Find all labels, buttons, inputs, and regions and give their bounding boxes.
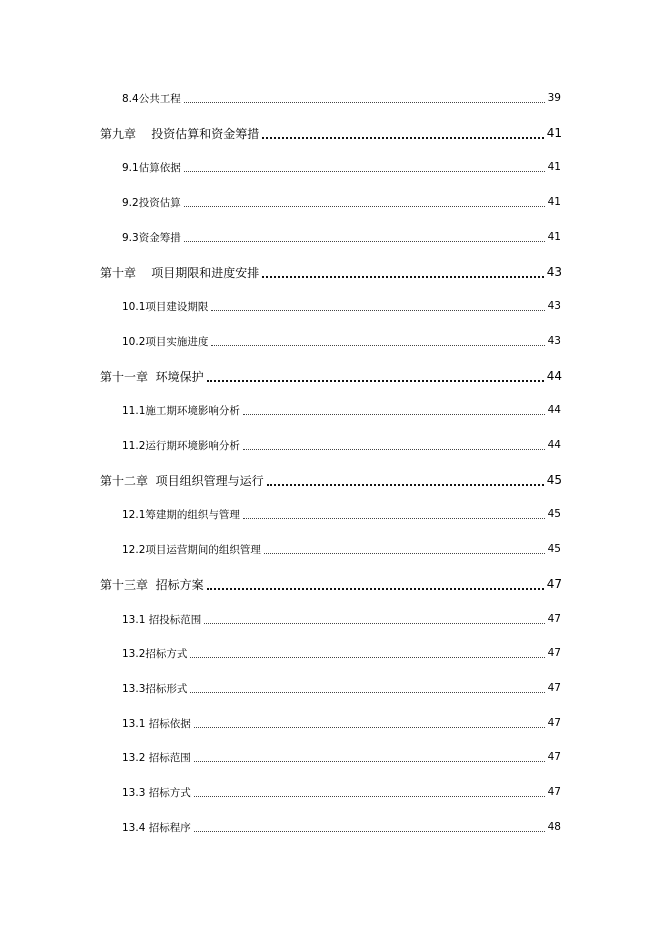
- toc-leader-dots: [204, 622, 544, 624]
- toc-page-number: 43: [546, 265, 562, 279]
- toc-page-number: 47: [547, 682, 561, 694]
- toc-leader-dots: [194, 830, 545, 832]
- toc-page-number: 41: [547, 161, 561, 173]
- toc-leader-dots: [184, 240, 545, 242]
- toc-entry-label: 8.4公共工程: [122, 92, 181, 105]
- toc-entry-label: 13.2招标方式: [122, 647, 188, 660]
- toc-entry[interactable]: [0, 747, 662, 767]
- toc-entry[interactable]: [0, 643, 662, 663]
- toc-page-number: 43: [547, 300, 561, 312]
- toc-entry[interactable]: [0, 88, 662, 108]
- toc-chapter-entry[interactable]: [0, 262, 662, 282]
- toc-entry-label: 第十章 项目期限和进度安排: [100, 265, 260, 280]
- toc-entry-label: 第十二章 项目组织管理与运行: [100, 473, 264, 488]
- toc-leader-dots: [243, 413, 545, 415]
- toc-page-number: 39: [547, 92, 561, 104]
- toc-entry-label: 10.2项目实施进度: [122, 335, 209, 348]
- toc-page-number: 41: [547, 196, 561, 208]
- toc-entry[interactable]: [0, 331, 662, 351]
- toc-leader-dots: [264, 552, 545, 554]
- toc-entry-label: 12.2项目运营期间的组织管理: [122, 543, 261, 556]
- toc-page-number: 45: [547, 508, 561, 520]
- toc-page-number: 41: [547, 231, 561, 243]
- toc-leader-dots: [243, 517, 545, 519]
- toc-page-number: 47: [547, 717, 561, 729]
- toc-entry[interactable]: [0, 157, 662, 177]
- toc-leader-dots: [184, 101, 545, 103]
- toc-leader-dots: [194, 726, 545, 728]
- toc-leader-dots: [243, 448, 545, 450]
- toc-entry-label: 13.1 招投标范围: [122, 613, 202, 626]
- toc-entry-label: 13.2 招标范围: [122, 751, 191, 764]
- toc-chapter-entry[interactable]: [0, 123, 662, 143]
- toc-entry-label: 第九章 投资估算和资金筹措: [100, 126, 260, 141]
- toc-entry[interactable]: [0, 678, 662, 698]
- toc-entry-label: 11.1施工期环境影响分析: [122, 404, 240, 417]
- toc-entry-label: 9.1估算依据: [122, 161, 181, 174]
- toc-entry-label: 13.1 招标依据: [122, 717, 191, 730]
- toc-entry[interactable]: [0, 400, 662, 420]
- toc-page-number: 44: [547, 404, 561, 416]
- toc-chapter-entry[interactable]: [0, 574, 662, 594]
- toc-page-number: 47: [547, 647, 561, 659]
- toc-entry[interactable]: [0, 435, 662, 455]
- toc-page-number: 48: [547, 821, 561, 833]
- toc-page-number: 47: [547, 751, 561, 763]
- toc-leader-dots: [194, 760, 545, 762]
- toc-leader-dots: [262, 136, 543, 139]
- toc-entry[interactable]: [0, 296, 662, 316]
- toc-leader-dots: [194, 795, 545, 797]
- toc-page-number: 44: [546, 369, 562, 383]
- toc-leader-dots: [207, 587, 544, 590]
- toc-entry-label: 11.2运行期环境影响分析: [122, 439, 240, 452]
- toc-entry[interactable]: [0, 504, 662, 524]
- toc-entry[interactable]: [0, 713, 662, 733]
- toc-leader-dots: [262, 275, 543, 278]
- toc-leader-dots: [267, 483, 544, 486]
- toc-entry-label: 9.3资金筹措: [122, 231, 181, 244]
- toc-entry[interactable]: [0, 192, 662, 212]
- toc-leader-dots: [190, 691, 544, 693]
- toc-entry-label: 13.4 招标程序: [122, 821, 191, 834]
- toc-entry-label: 10.1项目建设期限: [122, 300, 209, 313]
- toc-entry[interactable]: [0, 817, 662, 837]
- toc-entry[interactable]: [0, 539, 662, 559]
- toc-entry[interactable]: [0, 782, 662, 802]
- toc-page-number: 44: [547, 439, 561, 451]
- toc-page-number: 45: [546, 473, 562, 487]
- toc-page-number: 47: [546, 577, 562, 591]
- toc-entry-label: 9.2投资估算: [122, 196, 181, 209]
- toc-leader-dots: [207, 379, 544, 382]
- toc-page-number: 41: [546, 126, 562, 140]
- toc-leader-dots: [184, 205, 545, 207]
- toc-leader-dots: [190, 656, 544, 658]
- toc-entry-label: 13.3招标形式: [122, 682, 188, 695]
- toc-leader-dots: [211, 344, 544, 346]
- toc-entry-label: 12.1筹建期的组织与管理: [122, 508, 240, 521]
- toc-chapter-entry[interactable]: [0, 470, 662, 490]
- toc-entry-label: 第十三章 招标方案: [100, 577, 204, 592]
- toc-leader-dots: [184, 170, 545, 172]
- toc-page-number: 45: [547, 543, 561, 555]
- toc-entry[interactable]: [0, 609, 662, 629]
- toc-chapter-entry[interactable]: [0, 366, 662, 386]
- toc-page-number: 47: [547, 613, 561, 625]
- toc-entry-label: 第十一章 环境保护: [100, 369, 204, 384]
- toc-entry[interactable]: [0, 227, 662, 247]
- toc-entry-label: 13.3 招标方式: [122, 786, 191, 799]
- toc-leader-dots: [211, 309, 544, 311]
- toc-page-number: 43: [547, 335, 561, 347]
- toc-page-number: 47: [547, 786, 561, 798]
